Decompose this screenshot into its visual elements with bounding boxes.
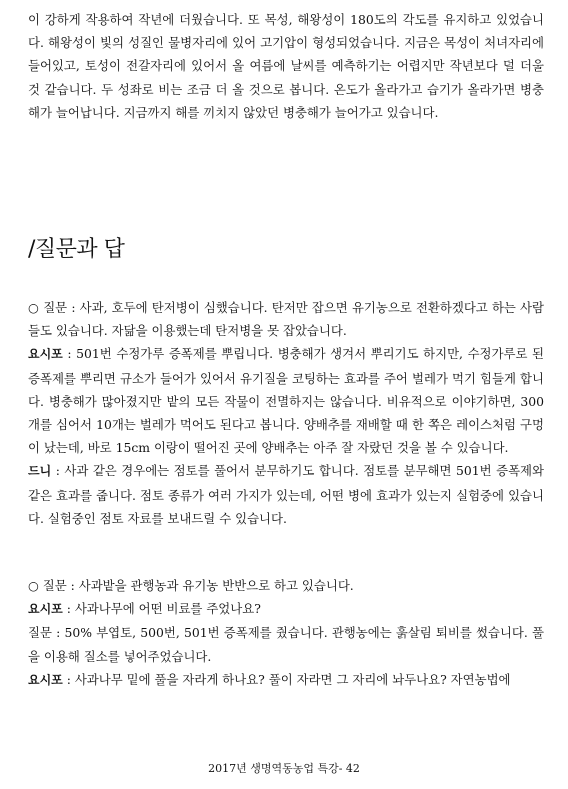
section-title: /질문과 답 — [28, 237, 125, 262]
answer-speaker: 요시포 — [28, 602, 63, 617]
answer-text: : 사과나무 밑에 풀을 자라게 하나요? 풀이 자라면 그 자리에 놔두나요? 자연농법에 — [62, 671, 511, 687]
qa-block-1 — [28, 296, 544, 530]
answer-speaker: 드니 — [28, 464, 52, 479]
intro-paragraph: 이 강하게 작용하여 작년에 더웠습니다. 또 목성, 해왕성이 180도의 각도를 유지하고 있었습니다. 해왕성이 빛의 성질인 물병자리에 있어 고기압이 형성되었습니다. 지금은 목성이 처녀자리에 들어있고, 토성이 전갈자리에 있어서 올 여름에 날씨를 예측하기는 어렵지만 작년보다 덜 더울 것 같습니다. 두 성좌로 비는 조금 더 올 것으로 봅니다. 온도가 올라가고 습기가 올라가면 병충해가 늘어납니다. 지금까지 해를 끼치지 않았던 병충해가 늘어가고 있습니다. — [28, 12, 544, 120]
question-text: ○ 질문 : 사과, 호두에 탄저병이 심했습니다. 탄저만 잡으면 유기농으로 전환하겠다고 하는 사람들도 있습니다. 자닮을 이용했는데 탄저병을 못 잡았습니다. — [28, 300, 544, 339]
answer-speaker: 요시포 — [28, 672, 63, 687]
answer-text: : 사과 같은 경우에는 점토를 풀어서 분무하기도 합니다. 점토를 분무해면 501번 증폭제와 같은 효과를 줍니다. 점토 종류가 여러 가지가 있는데, 어떤 병에 효과가 있는지 실험중에 있습니다. 실험중인 점토 자료를 보내드릴 수 있습니다. — [28, 463, 544, 526]
question-text: 질문 : 50% 부엽토, 500번, 501번 증폭제를 줬습니다. 관행농에는 훍살림 퇴비를 썼습니다. 풀을 이용해 질소를 넣어주었습니다. — [28, 625, 544, 664]
qa-block-2 — [28, 574, 544, 692]
question-text: ○ 질문 : 사과밭을 관행농과 유기농 반반으로 하고 있습니다. — [28, 578, 354, 593]
answer-text: : 사과나무에 어떤 비료를 주었나요? — [62, 601, 261, 617]
answer-speaker: 요시포 — [28, 347, 63, 362]
page-footer: 2017년 생명역동농업 특강- 42 — [208, 762, 360, 775]
answer-text: : 501번 수정가루 증폭제를 뿌립니다. 병충해가 생겨서 뿌리기도 하지만, 수정가루로 된 증폭제를 뿌리면 규소가 들어가 있어서 유기질을 코팅하는 효과를 주어 벌레가 먹기 힘들게 합니다. 병충해가 많아졌지만 밭의 모든 작물이 전멸하지는 않습니다. 비유적으로 이야기하면, 300개를 심어서 10개는 벌레가 먹어도 된다고 봅니다. 양배추를 재배할 때 한 쪽은 레이스처럼 구멍이 났는데, 바로 15cm 이랑이 떨어진 곳에 양배추는 아주 잘 자랐던 것을 볼 수 있습니다. — [28, 346, 544, 456]
